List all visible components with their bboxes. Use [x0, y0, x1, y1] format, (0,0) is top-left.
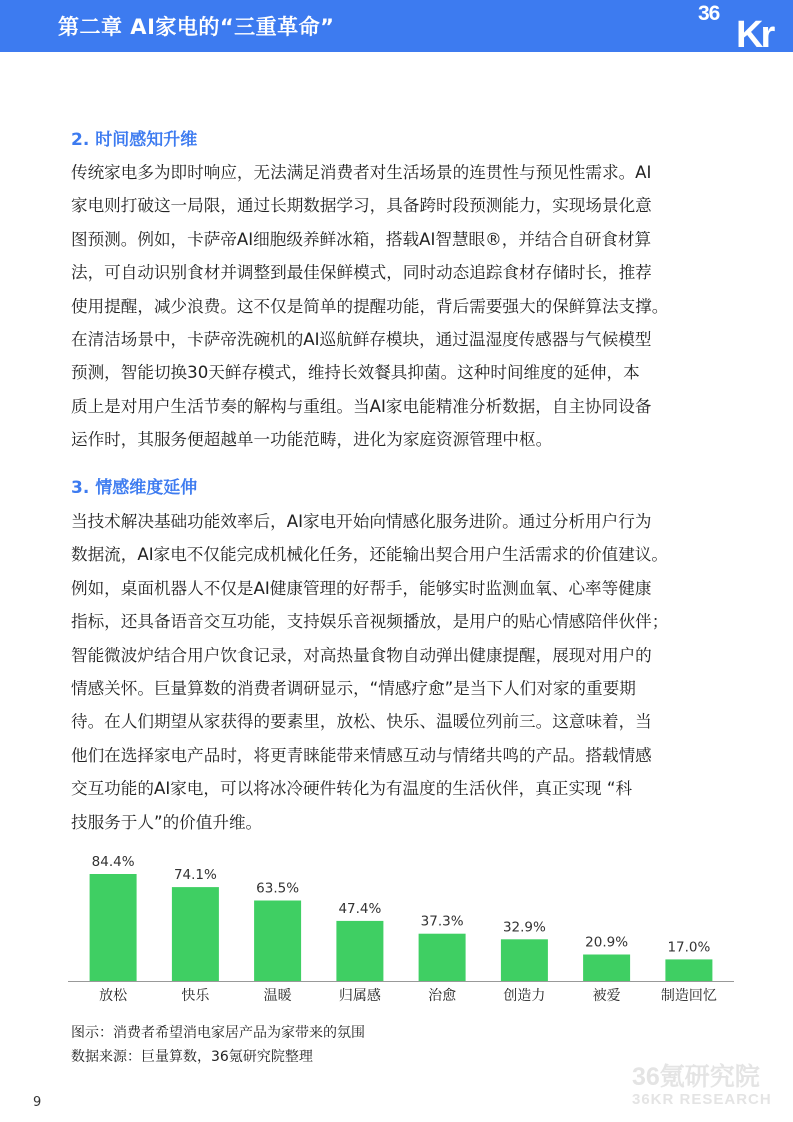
- bar-value-label: 84.4%: [91, 854, 135, 870]
- paragraph-line: 家电则打破这一局限，通过长期数据学习，具备跨时段预测能力，实现场景化意: [71, 196, 652, 216]
- paragraph-line: 在清洁场景中，卡萨帝洗碗机的AI巡航鲜存模块，通过温湿度传感器与气候模型: [71, 329, 652, 349]
- logo-kr: Kr: [736, 14, 773, 56]
- paragraph-line: 预测，智能切换30天鲜存模式，维持长效餐具抑菌。这种时间维度的延伸，本: [71, 363, 640, 383]
- page-number: 9: [33, 1095, 42, 1110]
- paragraph-line: 例如，桌面机器人不仅是AI健康管理的好帮手，能够实时监测血氧、心率等健康: [71, 578, 652, 598]
- category-tick-label: 温暖: [263, 988, 292, 1004]
- section-2-paragraph: [71, 156, 725, 457]
- figure-caption: 图示：消费者希望消电家居产品为家带来的氛围: [71, 1025, 365, 1041]
- chart-bar: [254, 901, 301, 982]
- paragraph-line: 交互功能的AI家电，可以将冰冷硬件转化为有温度的生活伙伴，真正实现 “科: [71, 779, 633, 799]
- paragraph-line: 运作时，其服务便超越单一功能范畴，进化为家庭资源管理中枢。: [71, 430, 553, 450]
- paragraph-line: 使用提醒，减少浪费。这不仅是简单的提醒功能，背后需要强大的保鲜算法支撑。: [71, 296, 669, 316]
- section-3-heading: 3. 情感维度延伸: [71, 478, 198, 498]
- atmosphere-bar-chart: [68, 842, 734, 1012]
- chart-bar: [501, 939, 548, 981]
- source-caption: 数据来源：巨量算数，36氪研究院整理: [71, 1049, 313, 1065]
- chapter-title: 第二章 AI家电的“三重革命”: [58, 15, 335, 39]
- category-tick-label: 归属感: [338, 988, 381, 1004]
- paragraph-line: 智能微波炉结合用户饮食记录，对高热量食物自动弹出健康提醒，展现对用户的: [71, 645, 652, 665]
- paragraph-line: 待。在人们期望从家获得的要素里，放松、快乐、温暖位列前三。这意味着，当: [71, 712, 652, 732]
- paragraph-line: 他们在选择家电产品时，将更青睐能带来情感互动与情绪共鸣的产品。搭载情感: [71, 745, 652, 765]
- logo-36: 36: [698, 2, 720, 25]
- bar-value-label: 20.9%: [585, 934, 629, 951]
- paragraph-line: 情感关怀。巨量算数的消费者调研显示，“情感疗愈”是当下人们对家的重要期: [71, 678, 636, 698]
- bar-value-label: 63.5%: [256, 880, 300, 897]
- bar-value-label: 17.0%: [667, 939, 711, 956]
- paragraph-line: 技服务于人”的价值升维。: [71, 812, 263, 832]
- category-tick-label: 创造力: [503, 988, 546, 1004]
- category-tick-label: 被爱: [592, 988, 621, 1004]
- chart-bar: [665, 959, 712, 981]
- paragraph-line: 当技术解决基础功能效率后，AI家电开始向情感化服务进阶。通过分析用户行为: [71, 512, 652, 531]
- paragraph-line: 法，可自动识别食材并调整到最佳保鲜模式，同时动态追踪食材存储时长，推荐: [71, 263, 652, 283]
- chart-bar: [336, 921, 383, 981]
- chart-bar: [419, 934, 466, 981]
- section-3-paragraph: [71, 505, 725, 839]
- category-tick-label: 治愈: [428, 988, 457, 1004]
- bar-value-label: 47.4%: [338, 900, 382, 917]
- chart-bar: [90, 874, 137, 981]
- header-bar: [0, 0, 793, 56]
- bar-value-label: 37.3%: [420, 913, 464, 930]
- watermark-cn: 36氪研究院: [632, 1063, 760, 1091]
- 36kr-research-watermark: [632, 1057, 772, 1108]
- category-tick-label: 放松: [99, 988, 128, 1004]
- chart-bar: [583, 955, 630, 982]
- paragraph-line: 数据流，AI家电不仅能完成机械化任务，还能输出契合用户生活需求的价值建议。: [71, 545, 669, 565]
- paragraph-line: 质上是对用户生活节奏的解构与重组。当AI家电能精准分析数据，自主协同设备: [71, 396, 652, 416]
- category-tick-label: 制造回忆: [660, 988, 717, 1004]
- bar-value-label: 32.9%: [502, 919, 546, 936]
- bar-value-label: 74.1%: [173, 867, 217, 884]
- category-tick-label: 快乐: [181, 988, 210, 1004]
- chart-bar: [172, 887, 219, 981]
- paragraph-line: 图预测。例如，卡萨帝AI细胞级养鲜冰箱，搭载AI智慧眼®，并结合自研食材算: [71, 229, 652, 249]
- paragraph-line: 指标，还具备语音交互功能，支持娱乐音视频播放，是用户的贴心情感陪伴伙伴；: [71, 612, 669, 632]
- chart-canvas: [68, 842, 734, 1012]
- paragraph-line: 传统家电多为即时响应，无法满足消费者对生活场景的连贯性与预见性需求。AI: [71, 163, 652, 182]
- section-2-heading: 2. 时间感知升维: [71, 130, 198, 150]
- watermark-en: 36KR RESEARCH: [632, 1091, 772, 1108]
